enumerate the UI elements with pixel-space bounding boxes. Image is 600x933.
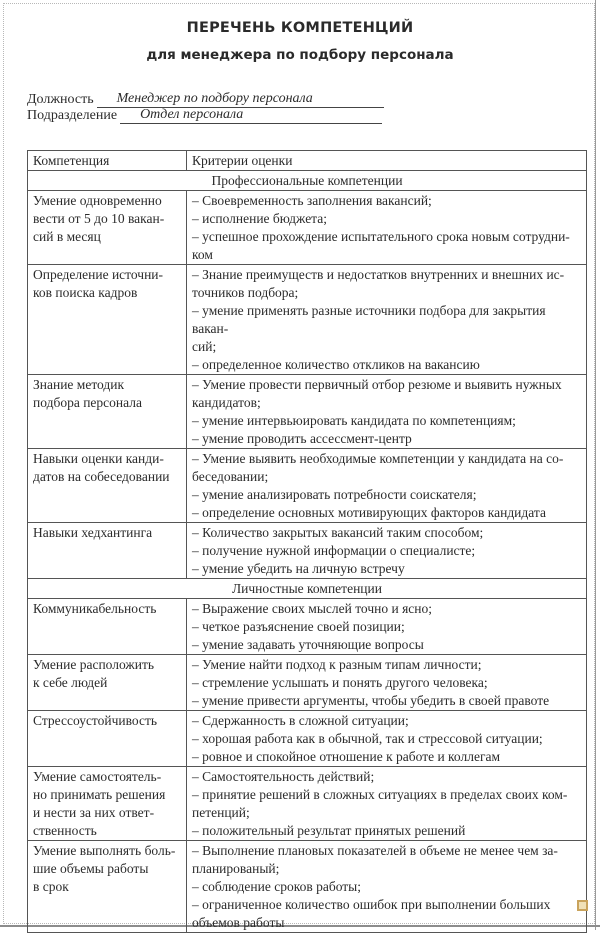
competency-text: Коммуникабельность xyxy=(33,601,157,616)
criteria-cell xyxy=(187,599,587,655)
document-subtitle: для менеджера по подбору персонала xyxy=(146,47,454,63)
criteria-item: – умение задавать уточняющие вопросы xyxy=(192,637,424,652)
competency-cell xyxy=(28,375,187,449)
department-field xyxy=(27,107,382,124)
criteria-item: – Количество закрытых вакансий таким способом; xyxy=(192,525,484,540)
criteria-item: – хорошая работа как в обычной, так и стрессовой ситуации; xyxy=(192,731,543,746)
criteria-item: кандидатов; xyxy=(192,395,261,410)
competency-text: Умение одновременно xyxy=(33,193,162,208)
table-row xyxy=(28,265,587,375)
criteria-item: – Умение найти подход к разным типам личности; xyxy=(192,657,482,672)
header-competency: Компетенция xyxy=(28,151,187,171)
competency-cell xyxy=(28,599,187,655)
criteria-item: – ровное и спокойное отношение к работе и коллегам xyxy=(192,749,501,764)
document-title: ПЕРЕЧЕНЬ КОМПЕТЕНЦИЙ xyxy=(186,20,414,36)
competency-text: Определение источни- xyxy=(33,267,164,282)
competency-cell xyxy=(28,711,187,767)
competency-text: к себе людей xyxy=(33,675,108,690)
position-field xyxy=(27,91,384,108)
criteria-cell xyxy=(187,191,587,265)
criteria-cell xyxy=(187,265,587,375)
section-header-row xyxy=(28,579,587,599)
criteria-item: планированый; xyxy=(192,861,280,876)
criteria-cell xyxy=(187,767,587,841)
section-header-row xyxy=(28,171,587,191)
criteria-item: – умение проводить ассессмент-центр xyxy=(192,431,412,446)
criteria-item: – четкое разъяснение своей позиции; xyxy=(192,619,405,634)
page-edge-right xyxy=(595,0,596,930)
header-criteria: Критерии оценки xyxy=(187,151,587,171)
criteria-item: – Знание преимуществ и недостатков внутренних и внешних ис- xyxy=(192,267,565,282)
table-row xyxy=(28,375,587,449)
competency-text: и нести за них ответ- xyxy=(33,805,155,820)
criteria-item: – стремление услышать и понять другого человека; xyxy=(192,675,488,690)
criteria-item: сий; xyxy=(192,339,217,354)
competency-text: Стрессоустойчивость xyxy=(33,713,158,728)
criteria-item: – ограниченное количество ошибок при выполнении больших xyxy=(192,897,551,912)
table-row xyxy=(28,711,587,767)
criteria-cell xyxy=(187,841,587,933)
criteria-item: – Своевременность заполнения вакансий; xyxy=(192,193,432,208)
criteria-item: – принятие решений в сложных ситуациях в пределах своих ком- xyxy=(192,787,568,802)
criteria-cell xyxy=(187,711,587,767)
criteria-item: – Умение провести первичный отбор резюме и выявить нужных xyxy=(192,377,562,392)
criteria-item: – умение убедить на личную встречу xyxy=(192,561,405,576)
criteria-item: – умение интервьюировать кандидата по компетенциям; xyxy=(192,413,516,428)
competency-text: шие объемы работы xyxy=(33,861,149,876)
competency-cell xyxy=(28,449,187,523)
competency-cell xyxy=(28,523,187,579)
section-title: Личностные компетенции xyxy=(28,579,587,599)
competency-text: Навыки оценки канди- xyxy=(33,451,164,466)
criteria-cell xyxy=(187,449,587,523)
criteria-item: – определение основных мотивирующих факторов кандидата xyxy=(192,505,546,520)
table-row xyxy=(28,523,587,579)
criteria-item: – Самостоятельность действий; xyxy=(192,769,375,784)
table-row xyxy=(28,599,587,655)
criteria-cell xyxy=(187,375,587,449)
competency-table xyxy=(27,150,587,933)
criteria-cell xyxy=(187,655,587,711)
department-label: Подразделение xyxy=(27,108,118,123)
competency-text: в срок xyxy=(33,879,69,894)
criteria-item: – получение нужной информации о специалисте; xyxy=(192,543,476,558)
section-title: Профессиональные компетенции xyxy=(28,171,587,191)
competency-text: Знание методик xyxy=(33,377,125,392)
competency-cell xyxy=(28,767,187,841)
table-row xyxy=(28,841,587,933)
department-value: Отдел персонала xyxy=(120,107,382,124)
criteria-item: – положительный результат принятых решений xyxy=(192,823,466,838)
competency-text: датов на собеседовании xyxy=(33,469,170,484)
criteria-cell xyxy=(187,523,587,579)
criteria-item: – Сдержанность в сложной ситуации; xyxy=(192,713,409,728)
position-value: Менеджер по подбору персонала xyxy=(97,91,384,108)
competency-cell xyxy=(28,265,187,375)
corner-ornament-icon xyxy=(577,900,588,911)
competency-text: сий в месяц xyxy=(33,229,101,244)
competency-text: Умение выполнять боль- xyxy=(33,843,176,858)
competency-text: подбора персонала xyxy=(33,395,142,410)
criteria-item: точников подбора; xyxy=(192,285,299,300)
competency-text: вести от 5 до 10 вакан- xyxy=(33,211,165,226)
criteria-item: – умение привести аргументы, чтобы убедить в своей правоте xyxy=(192,693,550,708)
table-row xyxy=(28,449,587,523)
criteria-item: – умение анализировать потребности соискателя; xyxy=(192,487,477,502)
position-label: Должность xyxy=(27,92,94,107)
criteria-item: – умение применять разные источники подбора для закрытия вакан- xyxy=(192,303,546,336)
table-row xyxy=(28,655,587,711)
table-header-row xyxy=(28,151,587,171)
criteria-item: – Умение выявить необходимые компетенции у кандидата на со- xyxy=(192,451,564,466)
competency-text: ственность xyxy=(33,823,97,838)
competency-text: Умение расположить xyxy=(33,657,155,672)
competency-text: но принимать решения xyxy=(33,787,166,802)
competency-text: Навыки хедхантинга xyxy=(33,525,153,540)
criteria-item: объемов работы xyxy=(192,915,285,930)
criteria-item: беседовании; xyxy=(192,469,269,484)
criteria-item: – Выражение своих мыслей точно и ясно; xyxy=(192,601,432,616)
criteria-item: ком xyxy=(192,247,213,262)
criteria-item: – исполнение бюджета; xyxy=(192,211,327,226)
criteria-item: – Выполнение плановых показателей в объеме не менее чем за- xyxy=(192,843,558,858)
criteria-item: – определенное количество откликов на вакансию xyxy=(192,357,480,372)
competency-cell xyxy=(28,191,187,265)
table-row xyxy=(28,191,587,265)
competency-text: ков поиска кадров xyxy=(33,285,138,300)
competency-cell xyxy=(28,841,187,933)
criteria-item: – соблюдение сроков работы; xyxy=(192,879,361,894)
competency-cell xyxy=(28,655,187,711)
criteria-item: – успешное прохождение испытательного срока новым сотрудни- xyxy=(192,229,570,244)
table-row xyxy=(28,767,587,841)
criteria-item: петенций; xyxy=(192,805,250,820)
competency-text: Умение самостоятель- xyxy=(33,769,162,784)
